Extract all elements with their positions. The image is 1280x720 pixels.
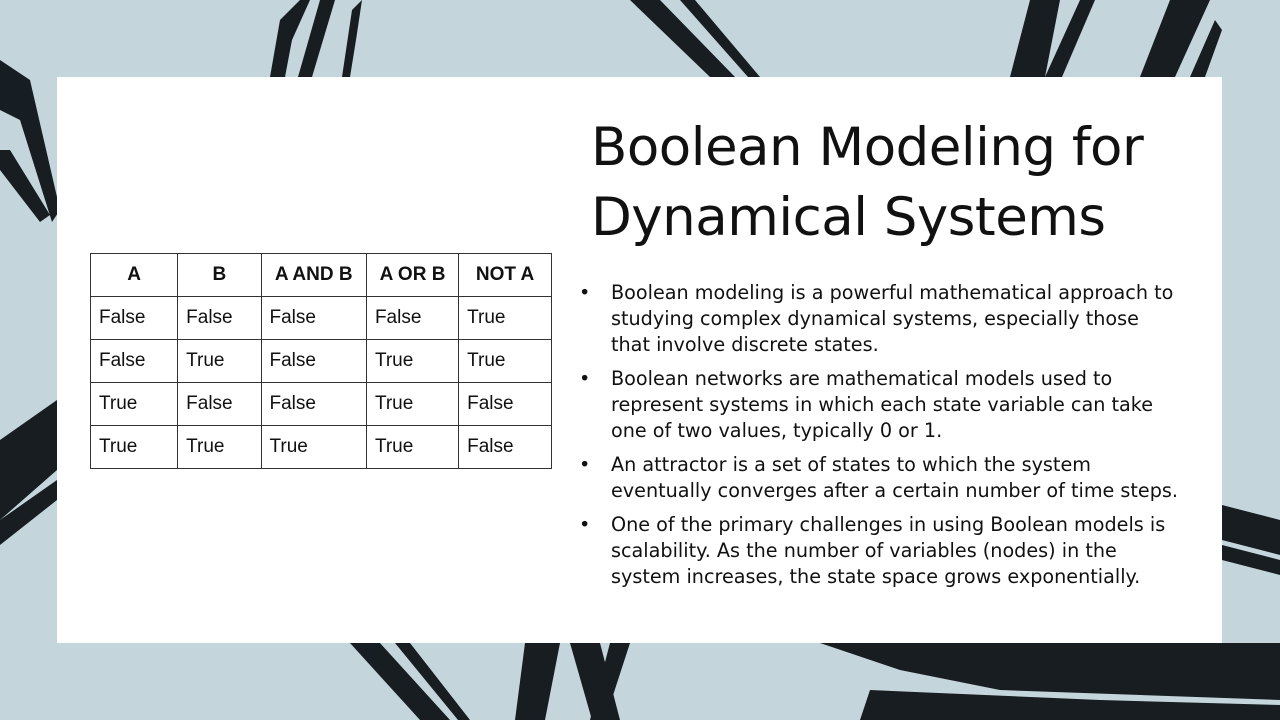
table-cell: True (459, 297, 552, 340)
truth-table (90, 253, 552, 469)
table-header-cell: A (91, 254, 178, 297)
bullet-icon: • (579, 453, 591, 476)
table-cell: False (459, 383, 552, 426)
bullet-list (579, 280, 1179, 598)
table-header-cell: A AND B (261, 254, 366, 297)
slide-title: Boolean Modeling for Dynamical Systems (591, 117, 1144, 248)
table-header-row (91, 254, 552, 297)
table-cell: True (178, 340, 261, 383)
table-cell: False (178, 383, 261, 426)
table-cell: True (178, 426, 261, 469)
table-cell: True (366, 340, 458, 383)
table-row (91, 340, 552, 383)
table-cell: True (366, 383, 458, 426)
table-cell: False (261, 383, 366, 426)
table-cell: True (366, 426, 458, 469)
table-cell: False (261, 297, 366, 340)
bullet-icon: • (579, 513, 591, 536)
bullet-text: An attractor is a set of states to which the system eventually converges after a certain number of time steps. (611, 453, 1179, 502)
slide-card (57, 77, 1222, 643)
table-header-cell: NOT A (459, 254, 552, 297)
table-row (91, 297, 552, 340)
bullet-item (579, 452, 1179, 504)
bullet-item (579, 366, 1179, 444)
table-row (91, 426, 552, 469)
table-cell: False (178, 297, 261, 340)
bullet-text: One of the primary challenges in using Boolean models is scalability. As the number of variables (nodes) in the system increases, the state space grows exponentially. (611, 513, 1166, 588)
bullet-item (579, 280, 1179, 358)
table-cell: True (459, 340, 552, 383)
bullet-icon: • (579, 281, 591, 304)
bullet-item (579, 512, 1179, 590)
bullet-text: Boolean modeling is a powerful mathematical approach to studying complex dynamical systems, especially those that involve discrete states. (611, 281, 1174, 356)
table-row (91, 383, 552, 426)
bullet-text: Boolean networks are mathematical models used to represent systems in which each state variable can take one of two values, typically 0 or 1. (611, 367, 1154, 442)
table-cell: False (459, 426, 552, 469)
table-cell: False (261, 340, 366, 383)
table-header-cell: A OR B (366, 254, 458, 297)
table-cell: False (91, 340, 178, 383)
table-cell: True (261, 426, 366, 469)
table-cell: False (366, 297, 458, 340)
table-header-cell: B (178, 254, 261, 297)
bullet-icon: • (579, 367, 591, 390)
table-cell: True (91, 383, 178, 426)
table-cell: True (91, 426, 178, 469)
table-cell: False (91, 297, 178, 340)
